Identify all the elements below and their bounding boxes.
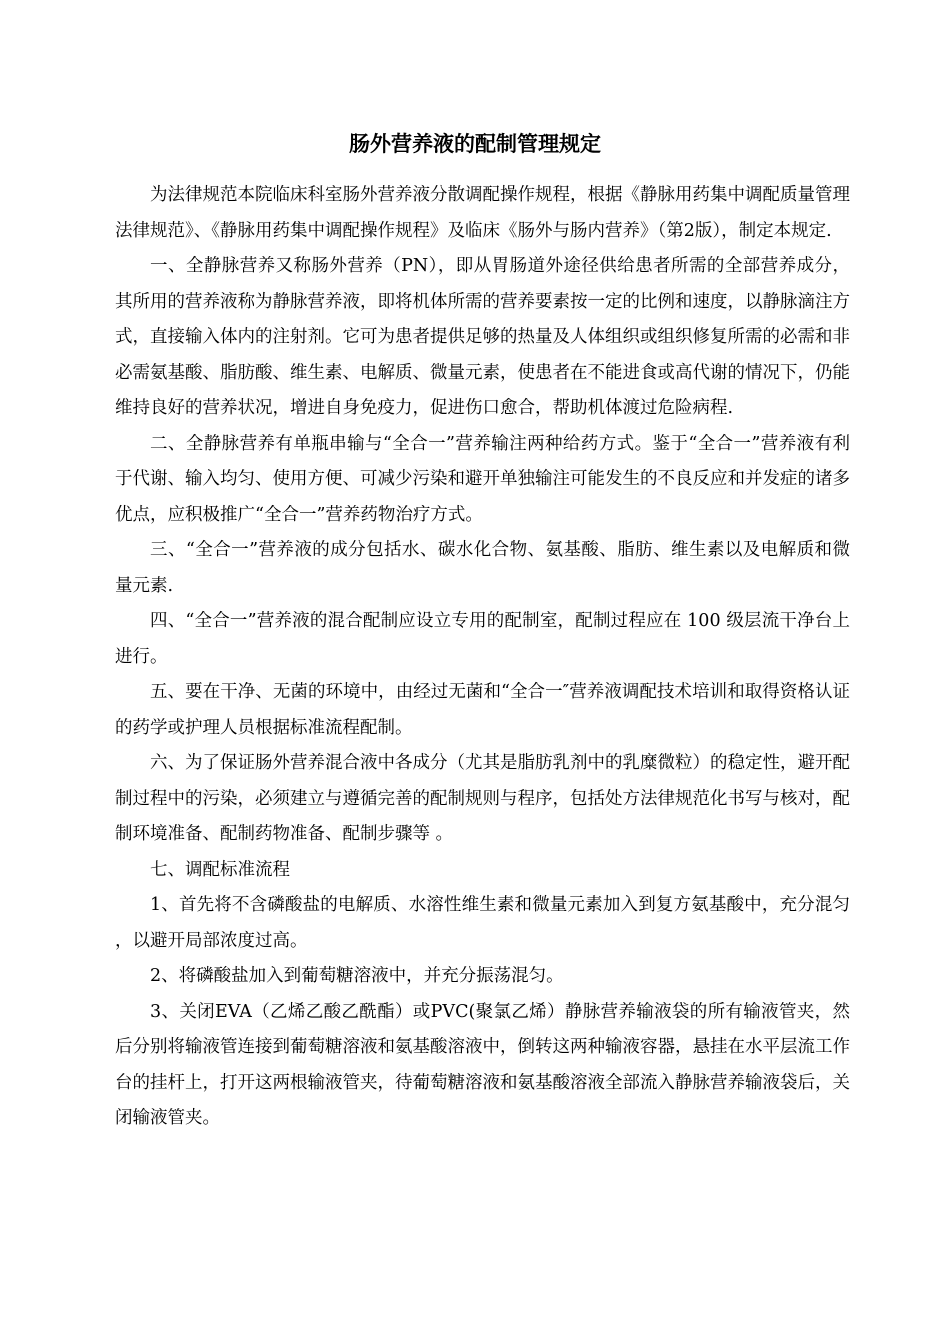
paragraph-section-6: 六、为了保证肠外营养混合液中各成分（尤其是脂肪乳剂中的乳糜微粒）的稳定性，避开配制过程中的污染，必须建立与遵循完善的配制规则与程序，包括处方法律规范化书写与核对，配制环境准备、配制药物准备、配制步骤等 。	[115, 753, 850, 844]
paragraph-section-5: 五、要在干净、无菌的环境中，由经过无菌和“全合一″营养液调配技术培训和取得资格认证的药学或护理人员根据标准流程配制。	[115, 682, 850, 738]
paragraph-section-4: 四、“全合一”营养液的混合配制应设立专用的配制室，配制过程应在 100 级层流干净台上进行。	[115, 611, 850, 667]
paragraph-section-2: 二、全静脉营养有单瓶串输与“全合一”营养输注两种给药方式。鉴于“全合一”营养液有利于代谢、输入均匀、使用方便、可减少污染和避开单独输注可能发生的不良反应和并发症的诸多优点，应积极推广“全合一”营养药物治疗方式。	[115, 433, 850, 525]
paragraph-step-1: 1、首先将不含磷酸盐的电解质、水溶性维生素和微量元素加入到复方氨基酸中，充分混匀，以避开局部浓度过高。	[115, 895, 850, 951]
paragraph-step-2: 2、将磷酸盐加入到葡萄糖溶液中，并充分振荡混匀。	[150, 966, 564, 986]
paragraph-intro: 为法律规范本院临床科室肠外营养液分散调配操作规程，根据《静脉用药集中调配质量管理法律规范》、《静脉用药集中调配操作规程》及临床《肠外与肠内营养》（第2版），制定本规定.	[115, 185, 850, 241]
paragraph-step-3: 3、关闭EVA（乙烯乙酸乙酰酯）或PVC(聚氯乙烯）静脉营养输液袋的所有输液管夹，然后分别将输液管连接到葡萄糖溶液和氨基酸溶液中，倒转这两种输液容器，悬挂在水平层流工作台的挂杆上，打开这两根输液管夹，待葡萄糖溶液和氨基酸溶液全部流入静脉营养输液袋后，关闭输液管夹。	[115, 1001, 850, 1128]
paragraph-section-1: 一、全静脉营养又称肠外营养（PN），即从胃肠道外途径供给患者所需的全部营养成分，其所用的营养液称为静脉营养液，即将机体所需的营养要素按一定的比例和速度，以静脉滴注方式，直接输入体内的注射剂。它可为患者提供足够的热量及人体组织或组织修复所需的必需和非必需氨基酸、脂肪酸、维生素、电解质、微量元素，使患者在不能进食或高代谢的情况下，仍能维持良好的营养状况，增进自身免疫力，促进伤口愈合，帮助机体渡过危险病程.	[115, 256, 850, 418]
document-title: 肠外营养液的配制管理规定	[349, 132, 601, 156]
document-body	[115, 178, 850, 1137]
paragraph-section-3: 三、“全合一”营养液的成分包括水、碳水化合物、氨基酸、脂肪、维生素以及电解质和微量元素.	[115, 540, 850, 596]
paragraph-section-7-heading: 七、调配标准流程	[150, 859, 290, 880]
